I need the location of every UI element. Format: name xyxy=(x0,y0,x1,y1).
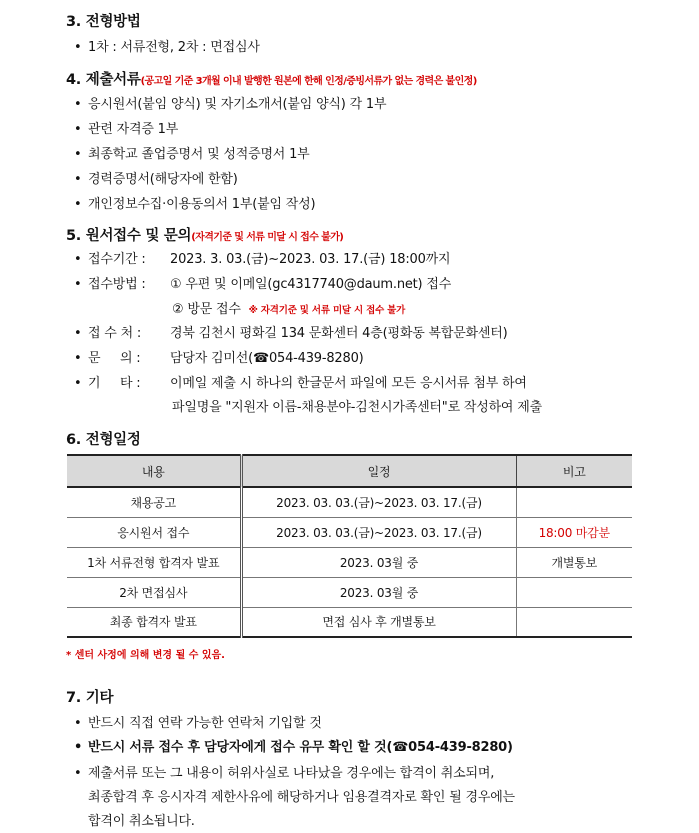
table-row xyxy=(67,547,632,577)
table-cell: 채용공고 xyxy=(67,487,241,517)
method-2: ② 방문 접수 xyxy=(172,302,241,317)
list-item-text: 최종학교 졸업증명서 및 성적증명서 1부 xyxy=(88,147,310,162)
list-item xyxy=(74,322,508,341)
table-header: 내용 xyxy=(67,455,241,487)
bullet-icon: • xyxy=(74,716,82,731)
bullet-icon: • xyxy=(74,766,82,781)
section-5-title xyxy=(66,224,343,245)
list-item xyxy=(74,193,315,212)
list-item-text: 응시원서(붙임 양식) 및 자기소개서(붙임 양식) 각 1부 xyxy=(88,97,387,112)
table-cell: 2023. 03. 03.(금)~2023. 03. 17.(금) xyxy=(241,487,516,517)
section-title-text: 4. 제출서류 xyxy=(66,72,141,88)
table-row xyxy=(67,487,632,517)
list-item-text: 1차 : 서류전형, 2차 : 면접심사 xyxy=(88,40,260,55)
etc-value-1: 이메일 제출 시 하나의 한글문서 파일에 모든 응시서류 첨부 하여 xyxy=(170,376,527,391)
table-cell xyxy=(516,487,632,517)
list-item xyxy=(74,372,527,391)
contact-label: 문 의 : xyxy=(88,351,141,366)
table-row xyxy=(67,577,632,607)
method-2-note: ※ 자격기준 및 서류 미달 시 접수 불가 xyxy=(248,305,406,316)
schedule-footnote: * 센터 사정에 의해 변경 될 수 있음. xyxy=(66,650,225,661)
list-item-text: 반드시 직접 연락 가능한 연락처 기입할 것 xyxy=(88,716,322,731)
period-label: 접수기간 : xyxy=(88,252,146,267)
list-item xyxy=(74,168,238,187)
section-4-note: (공고일 기준 3개월 이내 발행한 원본에 한해 인정/증빙서류가 없는 경력은 불인정) xyxy=(140,76,477,87)
table-cell: 응시원서 접수 xyxy=(67,517,241,547)
table-cell: 18:00 마감분 xyxy=(516,517,632,547)
section-4-title xyxy=(66,68,477,89)
bullet-icon: • xyxy=(74,172,82,187)
bullet-icon: • xyxy=(74,122,82,137)
list-item xyxy=(74,118,178,137)
list-item xyxy=(74,347,364,366)
table-cell xyxy=(516,577,632,607)
table-header: 일정 xyxy=(241,455,516,487)
list-item xyxy=(74,93,386,112)
table-cell: 2차 면접심사 xyxy=(67,577,241,607)
table-cell: 면접 심사 후 개별통보 xyxy=(241,607,516,637)
list-item xyxy=(74,143,310,162)
list-item-text: 관련 자격증 1부 xyxy=(88,122,179,137)
section-5-note: (자격기준 및 서류 미달 시 접수 불가) xyxy=(191,232,344,243)
table-cell: 1차 서류전형 합격자 발표 xyxy=(67,547,241,577)
method-2-line xyxy=(172,298,405,317)
table-header-row xyxy=(67,455,632,487)
bullet-icon: • xyxy=(74,252,82,267)
bullet-icon: • xyxy=(74,277,82,292)
list-item-continuation: 합격이 취소됩니다. xyxy=(88,814,195,829)
list-item xyxy=(74,273,451,292)
list-item xyxy=(74,736,513,755)
section-3-title: 3. 전형방법 xyxy=(66,14,141,30)
list-item-text: 제출서류 또는 그 내용이 허위사실로 나타났을 경우에는 합격이 취소되며, xyxy=(88,766,495,781)
place-value: 경북 김천시 평화길 134 문화센터 4층(평화동 복합문화센터) xyxy=(170,326,508,341)
bullet-icon: • xyxy=(74,197,82,212)
bullet-icon: • xyxy=(74,351,82,366)
table-cell: 최종 합격자 발표 xyxy=(67,607,241,637)
list-item-text: 경력증명서(해당자에 한함) xyxy=(88,172,238,187)
bullet-icon: • xyxy=(74,147,82,162)
list-item xyxy=(74,248,450,267)
period-value: 2023. 3. 03.(금)~2023. 03. 17.(금) 18:00까지 xyxy=(170,252,451,267)
table-header: 비고 xyxy=(516,455,632,487)
schedule-table xyxy=(67,454,632,638)
table-row xyxy=(67,517,632,547)
list-item-text: 개인정보수집·이용동의서 1부(붙임 작성) xyxy=(88,197,316,212)
section-title-text: 5. 원서접수 및 문의 xyxy=(66,228,192,244)
list-item-continuation: 최종합격 후 응시자격 제한사유에 해당하거나 임용결격자로 확인 될 경우에는 xyxy=(88,790,515,805)
method-label: 접수방법 : xyxy=(88,277,146,292)
bullet-icon: • xyxy=(74,376,82,391)
etc-value-2: 파일명을 "지원자 이름-채용분야-김천시가족센터"로 작성하여 제출 xyxy=(172,400,542,415)
table-cell xyxy=(516,607,632,637)
place-label: 접 수 처 : xyxy=(88,326,142,341)
bullet-icon: • xyxy=(74,326,82,341)
list-item xyxy=(74,762,494,781)
table-cell: 2023. 03. 03.(금)~2023. 03. 17.(금) xyxy=(241,517,516,547)
contact-value: 담당자 김미선(☎054-439-8280) xyxy=(170,351,364,366)
section-6-title: 6. 전형일정 xyxy=(66,432,141,448)
list-item xyxy=(74,36,260,55)
bullet-icon: • xyxy=(74,40,82,55)
method-1: ① 우편 및 이메일(gc4317740@daum.net) 접수 xyxy=(170,277,452,292)
table-cell: 2023. 03월 중 xyxy=(241,547,516,577)
etc-label: 기 타 : xyxy=(88,376,141,391)
bullet-icon: • xyxy=(74,97,82,112)
list-item xyxy=(74,712,322,731)
table-cell: 개별통보 xyxy=(516,547,632,577)
section-7-title: 7. 기타 xyxy=(66,690,114,706)
list-item-text: 반드시 서류 접수 후 담당자에게 접수 유무 확인 할 것(☎054-439-8280) xyxy=(88,740,513,755)
table-cell: 2023. 03월 중 xyxy=(241,577,516,607)
bullet-icon: • xyxy=(74,740,83,755)
table-row xyxy=(67,607,632,637)
